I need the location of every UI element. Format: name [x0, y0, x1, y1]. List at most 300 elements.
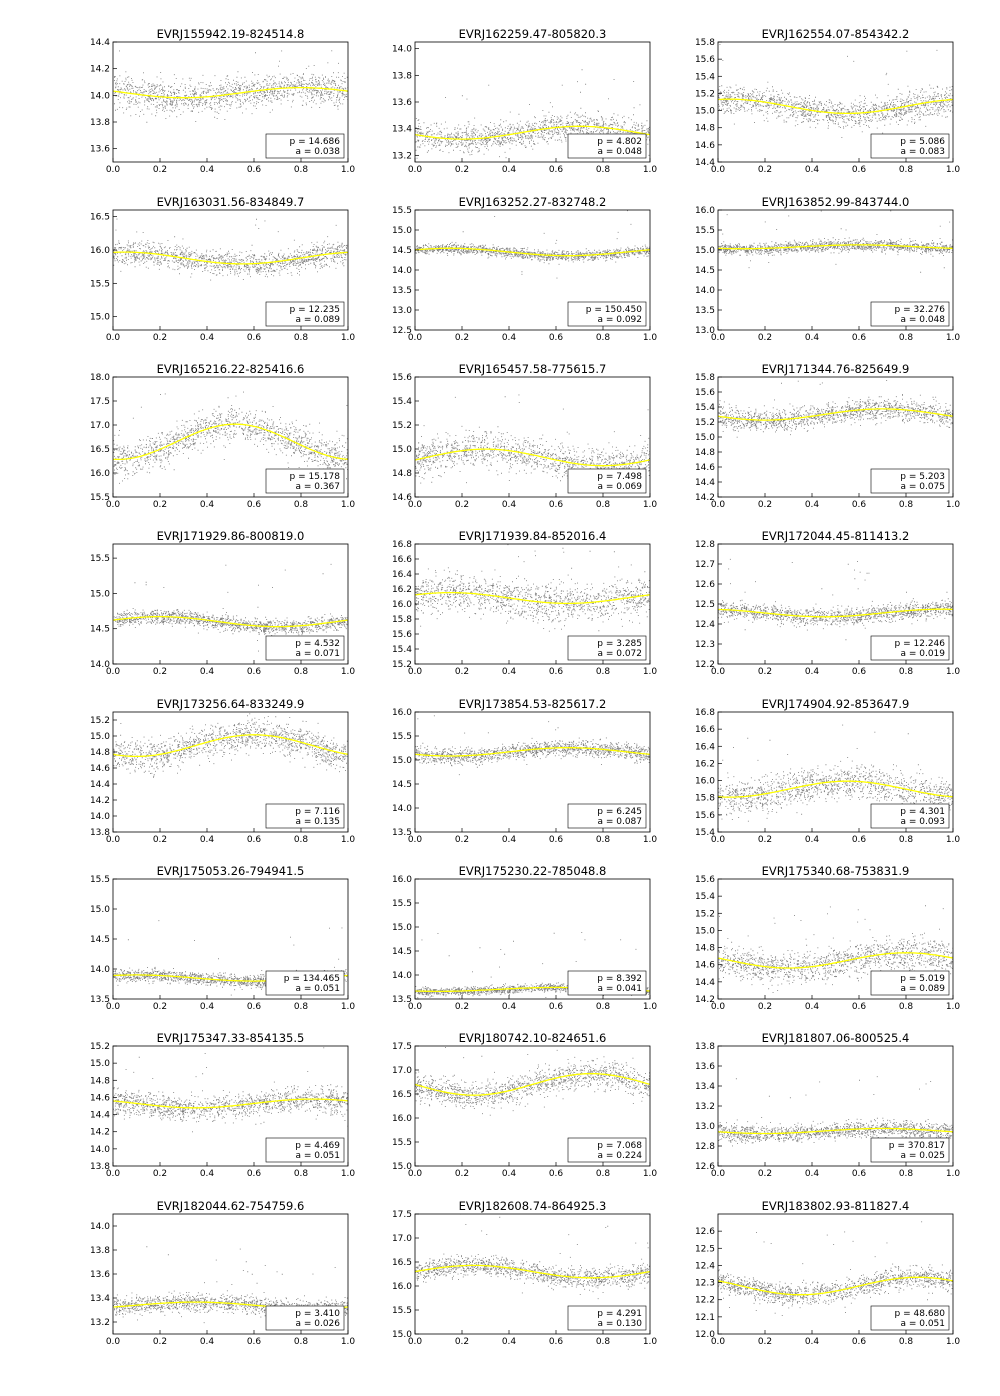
- x-tick-label: 0.8: [898, 1169, 914, 1179]
- y-tick-label: 14.0: [89, 1222, 110, 1232]
- y-tick-label: 14.2: [89, 1127, 110, 1138]
- legend-period: p = 12.246: [894, 639, 945, 649]
- y-tick-label: 14.4: [89, 1110, 110, 1121]
- y-tick-label: 12.6: [694, 580, 715, 590]
- x-tick-label: 0.6: [548, 333, 564, 343]
- legend-period: p = 4.291: [597, 1309, 642, 1319]
- legend-period: p = 4.469: [295, 1141, 340, 1151]
- y-tick-label: 14.2: [89, 64, 110, 75]
- y-tick-label: 13.6: [89, 1270, 110, 1280]
- x-tick-label: 0.8: [595, 1337, 611, 1347]
- y-tick-label: 15.2: [391, 660, 412, 670]
- x-tick-label: 0.6: [851, 333, 867, 343]
- y-tick-label: 15.0: [391, 1330, 412, 1340]
- x-tick-label: 0.6: [548, 165, 564, 175]
- y-tick-label: 15.0: [391, 445, 412, 455]
- x-tick-label: 0.2: [152, 667, 168, 677]
- x-tick-label: 0.4: [199, 500, 215, 510]
- y-tick-label: 14.4: [89, 38, 110, 48]
- x-tick-label: 0.2: [152, 500, 168, 510]
- legend-amplitude: a = 0.367: [295, 482, 340, 492]
- y-tick-label: 15.0: [89, 905, 110, 915]
- x-tick-label: 0.4: [199, 835, 215, 845]
- x-tick-label: 0.8: [293, 1002, 309, 1012]
- y-tick-label: 13.5: [391, 995, 412, 1005]
- y-tick-label: 13.2: [391, 151, 412, 162]
- x-tick-label: 0.0: [710, 1169, 726, 1179]
- x-tick-label: 0.6: [851, 1002, 867, 1012]
- y-tick-label: 13.2: [89, 1318, 110, 1328]
- legend-period: p = 7.498: [597, 472, 642, 482]
- x-tick-label: 1.0: [642, 500, 658, 510]
- panel-title: EVRJ163031.56-834849.7: [156, 195, 305, 209]
- y-tick-label: 12.8: [694, 540, 715, 550]
- y-tick-label: 12.0: [694, 1330, 715, 1340]
- x-tick-label: 0.4: [199, 165, 215, 175]
- y-tick-label: 15.2: [89, 1042, 110, 1052]
- x-tick-label: 0.0: [105, 1002, 121, 1012]
- y-tick-label: 17.5: [89, 397, 110, 407]
- x-tick-label: 0.8: [898, 835, 914, 845]
- x-tick-label: 0.6: [246, 1002, 262, 1012]
- y-tick-label: 15.2: [89, 716, 110, 726]
- x-tick-label: 0.8: [293, 500, 309, 510]
- y-tick-label: 15.5: [89, 493, 110, 503]
- x-tick-label: 0.0: [105, 165, 121, 175]
- y-tick-label: 17.0: [89, 421, 110, 431]
- y-tick-label: 12.3: [694, 1278, 715, 1289]
- x-tick-label: 0.0: [407, 835, 423, 845]
- x-tick-label: 0.2: [454, 1337, 470, 1347]
- legend-period: p = 3.285: [597, 639, 642, 649]
- y-tick-label: 16.2: [391, 585, 412, 595]
- legend-period: p = 12.235: [289, 305, 340, 315]
- x-tick-label: 0.6: [851, 1169, 867, 1179]
- y-tick-label: 14.4: [694, 977, 715, 988]
- y-tick-label: 12.6: [694, 1162, 715, 1172]
- y-tick-label: 15.0: [391, 1162, 412, 1172]
- panel-title: EVRJ180742.10-824651.6: [458, 1031, 607, 1045]
- y-tick-label: 13.4: [391, 124, 412, 135]
- legend-period: p = 150.450: [585, 305, 642, 315]
- x-tick-label: 0.6: [851, 165, 867, 175]
- legend-period: p = 7.068: [597, 1141, 642, 1151]
- legend-amplitude: a = 0.019: [900, 649, 945, 659]
- x-tick-label: 0.4: [199, 333, 215, 343]
- x-tick-label: 0.2: [757, 500, 773, 510]
- x-tick-label: 0.4: [199, 1002, 215, 1012]
- x-tick-label: 0.6: [548, 1337, 564, 1347]
- panel-title: EVRJ175340.68-753831.9: [761, 864, 910, 878]
- y-tick-label: 12.6: [694, 1227, 715, 1238]
- y-tick-label: 17.5: [391, 1210, 412, 1220]
- x-tick-label: 0.0: [407, 1169, 423, 1179]
- panel-title: EVRJ162554.07-854342.2: [761, 27, 910, 41]
- x-tick-label: 0.4: [804, 333, 820, 343]
- y-tick-label: 14.2: [89, 796, 110, 806]
- x-tick-label: 1.0: [945, 1002, 961, 1012]
- y-tick-label: 16.0: [391, 875, 412, 885]
- y-tick-label: 14.2: [694, 995, 715, 1005]
- x-tick-label: 0.6: [851, 500, 867, 510]
- panel-title: EVRJ173854.53-825617.2: [458, 697, 607, 711]
- y-tick-label: 13.8: [694, 1042, 715, 1052]
- panel-title: EVRJ171939.84-852016.4: [458, 529, 607, 543]
- y-tick-label: 13.6: [89, 144, 110, 155]
- y-tick-label: 16.0: [694, 206, 715, 216]
- x-tick-label: 1.0: [642, 1169, 658, 1179]
- x-tick-label: 1.0: [642, 1337, 658, 1347]
- y-tick-label: 16.0: [89, 246, 110, 256]
- x-tick-label: 1.0: [945, 667, 961, 677]
- x-tick-label: 0.8: [293, 1337, 309, 1347]
- x-tick-label: 0.0: [105, 1337, 121, 1347]
- panel-title: EVRJ155942.19-824514.8: [156, 27, 305, 41]
- x-tick-label: 0.6: [851, 1337, 867, 1347]
- x-tick-label: 0.8: [595, 667, 611, 677]
- y-tick-label: 15.5: [694, 226, 715, 236]
- x-tick-label: 0.2: [454, 1169, 470, 1179]
- y-tick-label: 15.6: [391, 630, 412, 640]
- y-tick-label: 17.0: [391, 1066, 412, 1076]
- x-tick-label: 0.6: [246, 835, 262, 845]
- x-tick-label: 0.4: [501, 333, 517, 343]
- y-tick-label: 13.5: [391, 286, 412, 296]
- x-tick-label: 1.0: [945, 333, 961, 343]
- y-tick-label: 14.4: [89, 780, 110, 790]
- legend-amplitude: a = 0.089: [900, 984, 945, 994]
- y-tick-label: 15.5: [391, 1306, 412, 1316]
- x-tick-label: 0.2: [152, 1337, 168, 1347]
- x-tick-label: 0.6: [548, 667, 564, 677]
- legend-amplitude: a = 0.092: [597, 315, 642, 325]
- panel-title: EVRJ165457.58-775615.7: [458, 362, 607, 376]
- y-tick-label: 15.0: [89, 589, 110, 600]
- y-tick-label: 15.5: [89, 279, 110, 290]
- y-tick-label: 15.4: [694, 72, 715, 83]
- legend-amplitude: a = 0.051: [295, 1151, 340, 1161]
- x-tick-label: 0.0: [105, 333, 121, 343]
- y-tick-label: 16.6: [391, 555, 412, 565]
- x-tick-label: 0.8: [595, 165, 611, 175]
- x-tick-label: 0.2: [757, 333, 773, 343]
- y-tick-label: 14.5: [694, 266, 715, 276]
- x-tick-label: 0.4: [804, 165, 820, 175]
- x-tick-label: 1.0: [945, 500, 961, 510]
- legend-period: p = 4.802: [597, 137, 642, 147]
- x-tick-label: 0.0: [105, 835, 121, 845]
- y-tick-label: 12.8: [694, 1142, 715, 1152]
- legend-amplitude: a = 0.083: [900, 147, 945, 157]
- y-tick-label: 13.8: [89, 118, 110, 128]
- y-tick-label: 18.0: [89, 373, 110, 383]
- y-tick-label: 16.5: [89, 212, 110, 223]
- legend-amplitude: a = 0.135: [295, 817, 340, 827]
- x-tick-label: 0.2: [454, 165, 470, 175]
- y-tick-label: 15.0: [89, 732, 110, 742]
- legend-period: p = 48.680: [894, 1309, 945, 1319]
- x-tick-label: 1.0: [340, 835, 356, 845]
- y-tick-label: 15.4: [694, 828, 715, 838]
- y-tick-label: 14.0: [89, 812, 110, 822]
- x-tick-label: 1.0: [340, 1002, 356, 1012]
- y-tick-label: 15.5: [391, 1138, 412, 1148]
- legend-amplitude: a = 0.048: [597, 147, 642, 157]
- x-tick-label: 1.0: [642, 667, 658, 677]
- y-tick-label: 15.6: [694, 388, 715, 398]
- x-tick-label: 0.6: [246, 1169, 262, 1179]
- y-tick-label: 15.2: [391, 421, 412, 431]
- legend-amplitude: a = 0.071: [295, 649, 340, 659]
- x-tick-label: 0.4: [501, 500, 517, 510]
- x-tick-label: 0.4: [804, 835, 820, 845]
- legend: [871, 1306, 949, 1330]
- y-tick-label: 14.0: [89, 660, 110, 670]
- panel-title: EVRJ175230.22-785048.8: [458, 864, 607, 878]
- x-tick-label: 0.0: [710, 500, 726, 510]
- panel-title: EVRJ175347.33-854135.5: [156, 1031, 305, 1045]
- y-tick-label: 15.6: [694, 875, 715, 885]
- legend-period: p = 6.245: [597, 807, 642, 817]
- y-tick-label: 14.6: [391, 493, 412, 503]
- x-tick-label: 0.4: [804, 1002, 820, 1012]
- legend-amplitude: a = 0.089: [295, 315, 340, 325]
- x-tick-label: 1.0: [340, 1337, 356, 1347]
- y-tick-label: 12.5: [694, 1244, 715, 1255]
- x-tick-label: 0.2: [152, 1002, 168, 1012]
- y-tick-label: 16.4: [391, 570, 412, 580]
- x-tick-label: 0.8: [293, 835, 309, 845]
- legend-period: p = 7.116: [295, 807, 340, 817]
- x-tick-label: 0.8: [898, 1002, 914, 1012]
- x-tick-label: 0.4: [804, 1337, 820, 1347]
- x-tick-label: 0.4: [199, 667, 215, 677]
- y-tick-label: 12.5: [391, 326, 412, 336]
- x-tick-label: 0.2: [757, 835, 773, 845]
- x-tick-label: 0.8: [898, 500, 914, 510]
- y-tick-label: 14.0: [391, 266, 412, 276]
- y-tick-label: 13.6: [694, 1062, 715, 1072]
- legend-period: p = 4.301: [900, 807, 945, 817]
- y-tick-label: 15.4: [694, 403, 715, 413]
- y-tick-label: 14.0: [391, 971, 412, 981]
- legend-period: p = 134.465: [283, 974, 340, 984]
- x-tick-label: 1.0: [642, 835, 658, 845]
- y-tick-label: 15.8: [391, 615, 412, 625]
- panel-title: EVRJ171929.86-800819.0: [156, 529, 305, 543]
- x-tick-label: 0.0: [407, 1337, 423, 1347]
- y-tick-label: 16.8: [391, 540, 412, 550]
- y-tick-label: 14.0: [89, 91, 110, 102]
- x-tick-label: 0.6: [548, 1002, 564, 1012]
- legend-period: p = 3.410: [295, 1309, 340, 1319]
- y-tick-label: 13.8: [89, 1246, 110, 1256]
- x-tick-label: 0.6: [548, 500, 564, 510]
- x-tick-label: 0.2: [757, 165, 773, 175]
- y-tick-label: 14.4: [694, 478, 715, 488]
- y-tick-label: 16.4: [694, 742, 715, 753]
- data-points: [718, 1221, 954, 1316]
- x-tick-label: 0.2: [152, 1169, 168, 1179]
- y-tick-label: 15.5: [89, 554, 110, 565]
- y-tick-label: 14.0: [391, 44, 412, 55]
- x-tick-label: 0.8: [595, 1169, 611, 1179]
- legend-period: p = 4.532: [295, 639, 340, 649]
- x-tick-label: 0.8: [898, 333, 914, 343]
- x-tick-label: 0.2: [454, 1002, 470, 1012]
- y-tick-label: 12.2: [694, 1295, 715, 1306]
- x-tick-label: 0.4: [501, 835, 517, 845]
- y-tick-label: 13.5: [89, 995, 110, 1005]
- x-tick-label: 0.6: [246, 500, 262, 510]
- y-tick-label: 15.0: [391, 923, 412, 933]
- y-tick-label: 14.8: [391, 469, 412, 479]
- y-tick-label: 14.6: [694, 463, 715, 473]
- legend-amplitude: a = 0.224: [597, 1151, 642, 1161]
- y-tick-label: 14.5: [391, 947, 412, 957]
- y-tick-label: 15.2: [694, 418, 715, 428]
- panel-title: EVRJ162259.47-805820.3: [458, 27, 607, 41]
- y-tick-label: 12.7: [694, 560, 715, 570]
- y-tick-label: 13.8: [391, 71, 412, 82]
- y-tick-label: 12.2: [694, 660, 715, 670]
- y-tick-label: 14.8: [694, 123, 715, 134]
- legend-amplitude: a = 0.087: [597, 817, 642, 827]
- y-tick-label: 14.8: [89, 1076, 110, 1087]
- y-tick-label: 14.6: [694, 960, 715, 971]
- x-tick-label: 0.4: [501, 1002, 517, 1012]
- panel-title: EVRJ182044.62-754759.6: [156, 1199, 305, 1213]
- y-tick-label: 15.5: [89, 875, 110, 885]
- y-tick-label: 16.0: [391, 1282, 412, 1292]
- x-tick-label: 0.2: [152, 333, 168, 343]
- panel-title: EVRJ173256.64-833249.9: [156, 697, 305, 711]
- x-tick-label: 0.6: [851, 667, 867, 677]
- panel-title: EVRJ163852.99-843744.0: [761, 195, 910, 209]
- y-tick-label: 16.6: [694, 725, 715, 736]
- legend-period: p = 5.086: [900, 137, 945, 147]
- x-tick-label: 1.0: [642, 333, 658, 343]
- x-tick-label: 0.2: [757, 1337, 773, 1347]
- x-tick-label: 0.0: [407, 165, 423, 175]
- x-tick-label: 0.8: [293, 667, 309, 677]
- x-tick-label: 0.8: [293, 333, 309, 343]
- legend-amplitude: a = 0.026: [295, 1319, 340, 1329]
- y-tick-label: 15.4: [694, 892, 715, 903]
- panel-title: EVRJ172044.45-811413.2: [761, 529, 910, 543]
- y-tick-label: 14.0: [89, 1144, 110, 1155]
- x-tick-label: 0.8: [293, 165, 309, 175]
- y-tick-label: 15.6: [391, 373, 412, 383]
- y-tick-label: 15.0: [89, 312, 110, 323]
- y-tick-label: 15.0: [694, 433, 715, 443]
- y-tick-label: 15.4: [391, 645, 412, 655]
- x-tick-label: 0.4: [804, 1169, 820, 1179]
- x-tick-label: 0.8: [595, 333, 611, 343]
- y-tick-label: 14.6: [89, 764, 110, 774]
- y-tick-label: 16.5: [391, 1258, 412, 1268]
- legend-period: p = 5.203: [900, 472, 945, 482]
- y-tick-label: 15.0: [391, 756, 412, 766]
- y-tick-label: 17.5: [391, 1042, 412, 1052]
- x-tick-label: 0.6: [246, 165, 262, 175]
- y-tick-label: 14.5: [89, 624, 110, 635]
- x-tick-label: 0.2: [454, 667, 470, 677]
- panel-title: EVRJ182608.74-864925.3: [458, 1199, 607, 1213]
- y-tick-label: 15.4: [391, 397, 412, 407]
- x-tick-label: 0.4: [501, 1337, 517, 1347]
- panel-title: EVRJ175053.26-794941.5: [156, 864, 305, 878]
- legend-amplitude: a = 0.130: [597, 1319, 642, 1329]
- y-tick-label: 16.2: [694, 759, 715, 770]
- y-tick-label: 14.0: [694, 286, 715, 296]
- y-tick-label: 16.8: [694, 708, 715, 718]
- legend-period: p = 15.178: [289, 472, 340, 482]
- x-tick-label: 0.6: [246, 1337, 262, 1347]
- x-tick-label: 0.4: [199, 1169, 215, 1179]
- y-tick-label: 16.0: [694, 776, 715, 787]
- y-tick-label: 15.0: [694, 246, 715, 256]
- x-tick-label: 0.6: [246, 333, 262, 343]
- x-tick-label: 0.0: [710, 835, 726, 845]
- y-tick-label: 12.4: [694, 1261, 715, 1272]
- panel-title: EVRJ165216.22-825416.6: [156, 362, 305, 376]
- x-tick-label: 1.0: [945, 1337, 961, 1347]
- y-tick-label: 15.5: [391, 899, 412, 909]
- panel-title: EVRJ183802.93-811827.4: [761, 1199, 910, 1213]
- x-tick-label: 0.8: [595, 500, 611, 510]
- x-tick-label: 1.0: [340, 1169, 356, 1179]
- legend-period: p = 5.019: [900, 974, 945, 984]
- legend-amplitude: a = 0.025: [900, 1151, 945, 1161]
- x-tick-label: 0.0: [407, 333, 423, 343]
- x-tick-label: 0.6: [548, 835, 564, 845]
- x-tick-label: 0.8: [293, 1169, 309, 1179]
- x-tick-label: 1.0: [945, 835, 961, 845]
- x-tick-label: 0.4: [501, 1169, 517, 1179]
- legend-amplitude: a = 0.051: [900, 1319, 945, 1329]
- x-tick-label: 0.2: [757, 667, 773, 677]
- legend-amplitude: a = 0.075: [900, 482, 945, 492]
- x-tick-label: 1.0: [642, 165, 658, 175]
- x-tick-label: 0.0: [710, 667, 726, 677]
- panel-title: EVRJ181807.06-800525.4: [761, 1031, 910, 1045]
- panel-title: EVRJ171344.76-825649.9: [761, 362, 910, 376]
- x-tick-label: 0.8: [898, 165, 914, 175]
- x-tick-label: 0.0: [105, 667, 121, 677]
- x-tick-label: 0.0: [105, 500, 121, 510]
- y-tick-label: 14.0: [89, 965, 110, 975]
- x-tick-label: 0.4: [501, 165, 517, 175]
- x-tick-label: 0.2: [454, 500, 470, 510]
- y-tick-label: 13.4: [694, 1082, 715, 1092]
- x-tick-label: 0.0: [710, 1337, 726, 1347]
- y-tick-label: 13.5: [694, 306, 715, 316]
- y-tick-label: 15.2: [694, 909, 715, 920]
- y-tick-label: 14.8: [694, 448, 715, 458]
- y-tick-label: 15.6: [694, 55, 715, 66]
- x-tick-label: 1.0: [340, 500, 356, 510]
- x-tick-label: 0.0: [710, 1002, 726, 1012]
- x-tick-label: 0.0: [710, 165, 726, 175]
- y-tick-label: 15.0: [694, 106, 715, 117]
- y-tick-label: 14.8: [89, 748, 110, 758]
- x-tick-label: 0.6: [851, 835, 867, 845]
- y-tick-label: 13.0: [694, 326, 715, 336]
- x-tick-label: 0.0: [407, 1002, 423, 1012]
- y-tick-label: 17.0: [391, 1234, 412, 1244]
- data-point-cloud: [718, 1221, 954, 1316]
